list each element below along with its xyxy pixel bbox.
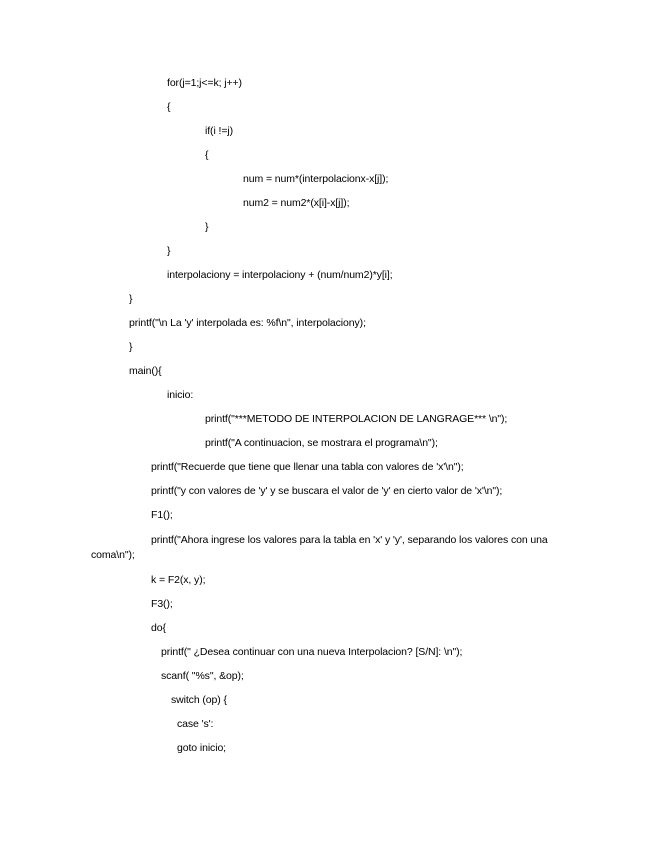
code-line: } [129, 293, 133, 305]
code-line: } [205, 221, 209, 233]
code-line: printf("***METODO DE INTERPOLACION DE LANGRAGE*** \n"); [205, 413, 508, 425]
code-line: k = F2(x, y); [151, 574, 206, 586]
code-line: { [167, 101, 171, 113]
code-line: scanf( "%s", &op); [161, 670, 244, 682]
code-line: switch (op) { [171, 694, 227, 706]
code-line: printf("\n La 'y' interpolada es: %f\n", interpolaciony); [129, 317, 366, 329]
code-line: case 's': [177, 718, 214, 730]
code-line: F1(); [151, 509, 173, 521]
code-line: printf("y con valores de 'y' y se buscara el valor de 'y' en cierto valor de 'x'\n"); [151, 485, 503, 497]
code-line: for(j=1;j<=k; j++) [167, 77, 242, 89]
code-line: } [167, 245, 171, 257]
code-line: do{ [151, 622, 166, 634]
code-line: } [129, 341, 133, 353]
code-line: if(i !=j) [205, 125, 233, 137]
code-line: printf("Recuerde que tiene que llenar una tabla con valores de 'x'\n"); [151, 461, 464, 473]
code-line: F3(); [151, 598, 173, 610]
code-line-wrapped: printf("Ahora ingrese los valores para la tabla en 'x' y 'y', separando los valores con una coma\n"); [91, 534, 548, 561]
code-line: main(){ [129, 365, 162, 377]
code-line: num = num*(interpolacionx-x[j]); [243, 173, 389, 185]
code-line: printf(" ¿Desea continuar con una nueva Interpolacion? [S/N]: \n"); [161, 646, 463, 658]
code-line: interpolaciony = interpolaciony + (num/num2)*y[i]; [167, 269, 393, 281]
code-line: goto inicio; [177, 742, 226, 754]
code-line: { [205, 149, 209, 161]
code-line: inicio: [167, 389, 194, 401]
code-line: printf("A continuacion, se mostrara el programa\n"); [205, 437, 438, 449]
code-line: num2 = num2*(x[i]-x[j]); [243, 197, 350, 209]
